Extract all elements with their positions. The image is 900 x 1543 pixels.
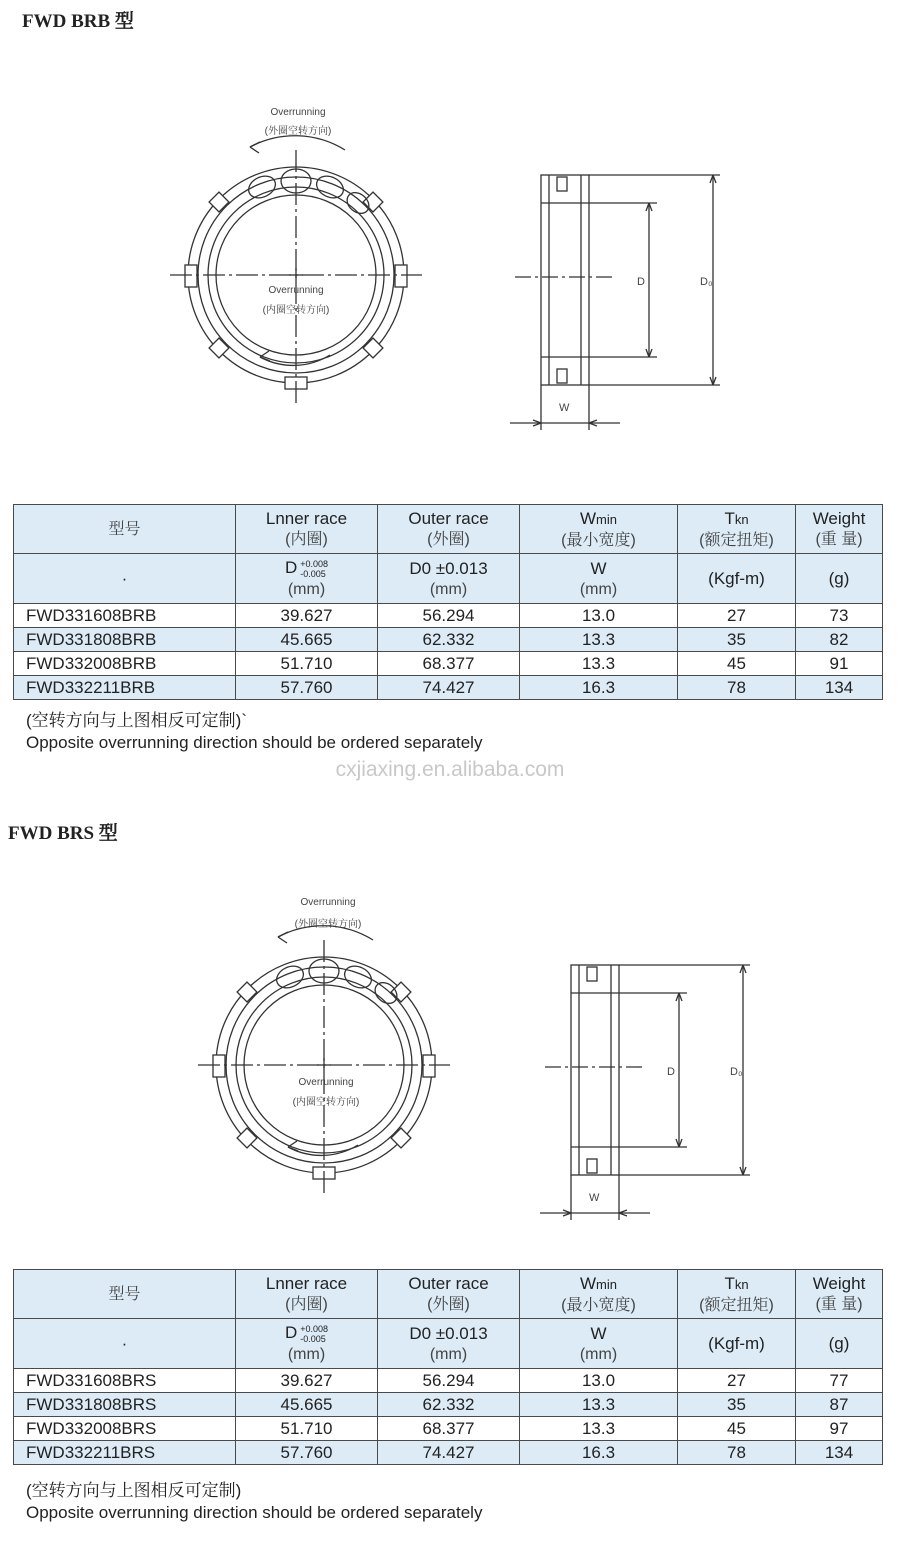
cell-d0: 68.377 [378,652,520,676]
header-wmin: Wmin (最小宽度) [520,1270,678,1319]
cell-w: 13.3 [520,1393,678,1417]
watermark: cxjiaxing.en.alibaba.com [335,758,565,781]
section-title-brs: FWD BRS 型 [8,823,118,844]
unit-model: · [14,554,236,604]
brs-side-view-diagram [535,955,765,1230]
header-model: 型号 [14,1270,236,1319]
cell-tkn: 78 [678,1441,796,1465]
unit-outer: D0 ±0.013 (mm) [378,554,520,604]
cell-tkn: 45 [678,1417,796,1441]
unit-tkn: (Kgf-m) [678,554,796,604]
cell-model: FWD331608BRS [14,1369,236,1393]
cell-weight: 97 [796,1417,883,1441]
cell-weight: 134 [796,676,883,700]
header-model: 型号 [14,505,236,554]
cell-d: 45.665 [236,628,378,652]
cell-d: 57.760 [236,676,378,700]
brb-side-view-svg [505,165,735,440]
cell-tkn: 27 [678,1369,796,1393]
cell-d: 51.710 [236,1417,378,1441]
dim-w-label: W [559,402,570,414]
cell-d0: 74.427 [378,676,520,700]
cell-model: FWD331808BRS [14,1393,236,1417]
dim-d-label: D [667,1066,675,1078]
cell-tkn: 78 [678,676,796,700]
dim-d0-label: D₀ [730,1066,743,1078]
cell-model: FWD332211BRB [14,676,236,700]
cell-w: 16.3 [520,676,678,700]
cell-d: 39.627 [236,604,378,628]
unit-w: W (mm) [520,1319,678,1369]
inner-overrunning-cn-label: (内圈空转方向) [292,1097,360,1108]
cell-model: FWD332211BRS [14,1441,236,1465]
cell-d: 45.665 [236,1393,378,1417]
unit-weight: (g) [796,554,883,604]
header-tkn: Tkn (额定扭矩) [678,1270,796,1319]
outer-overrunning-label: Overrunning [270,107,326,118]
unit-weight: (g) [796,1319,883,1369]
dim-w-label: W [589,1192,600,1204]
cell-d: 51.710 [236,652,378,676]
cell-w: 13.3 [520,1417,678,1441]
brb-front-view-svg [160,95,440,415]
inner-overrunning-cn-label: (内圈空转方向) [262,305,330,316]
dim-d-label: D [637,276,645,288]
header-wmin: Wmin (最小宽度) [520,505,678,554]
inner-overrunning-label: Overrunning [268,285,324,296]
cell-w: 13.3 [520,652,678,676]
brb-front-view-diagram [160,95,440,415]
table-row [14,1393,883,1417]
table-row [14,652,883,676]
cell-weight: 82 [796,628,883,652]
cell-d0: 56.294 [378,604,520,628]
cell-w: 13.0 [520,1369,678,1393]
cell-d0: 68.377 [378,1417,520,1441]
brs-front-view-svg [188,885,468,1205]
table-row [14,1417,883,1441]
table-unit-row [14,554,883,604]
cell-d0: 56.294 [378,1369,520,1393]
table-row [14,1441,883,1465]
cell-w: 13.0 [520,604,678,628]
cell-tkn: 27 [678,604,796,628]
brs-note [26,1480,482,1524]
table-unit-row [14,1319,883,1369]
cell-tkn: 35 [678,1393,796,1417]
cell-weight: 77 [796,1369,883,1393]
brb-note [26,710,482,754]
outer-overrunning-cn-label: (外圈空转方向) [294,919,362,930]
note-en: Opposite overrunning direction should be ordered separately [26,733,483,752]
table-row [14,628,883,652]
header-inner-race: Lnner race (内圈) [236,1270,378,1319]
unit-model: · [14,1319,236,1369]
cell-d0: 62.332 [378,1393,520,1417]
cell-d0: 74.427 [378,1441,520,1465]
table-row [14,1369,883,1393]
brs-front-view-diagram [188,885,468,1205]
cell-w: 16.3 [520,1441,678,1465]
cell-weight: 91 [796,652,883,676]
cell-weight: 87 [796,1393,883,1417]
header-tkn: Tkn (额定扭矩) [678,505,796,554]
header-weight: Weight (重 量) [796,505,883,554]
brs-side-view-svg [535,955,765,1230]
cell-model: FWD332008BRB [14,652,236,676]
brb-side-view-diagram [505,165,735,440]
table-header-row [14,1270,883,1319]
unit-w: W (mm) [520,554,678,604]
table-row [14,604,883,628]
cell-model: FWD331808BRB [14,628,236,652]
header-weight: Weight (重 量) [796,1270,883,1319]
inner-overrunning-label: Overrunning [298,1077,354,1088]
cell-d: 57.760 [236,1441,378,1465]
cell-weight: 134 [796,1441,883,1465]
cell-model: FWD331608BRB [14,604,236,628]
cell-d0: 62.332 [378,628,520,652]
outer-overrunning-cn-label: (外圈空转方向) [264,126,332,137]
header-inner-race: Lnner race (内圈) [236,505,378,554]
outer-overrunning-label: Overrunning [300,897,356,908]
note-cn: (空转方向与上图相反可定制) [26,1481,242,1500]
dim-d0-label: D₀ [700,276,713,288]
unit-outer: D0 ±0.013 (mm) [378,1319,520,1369]
brs-spec-table [13,1269,883,1465]
cell-weight: 73 [796,604,883,628]
cell-tkn: 35 [678,628,796,652]
cell-d: 39.627 [236,1369,378,1393]
unit-inner: D +0.008 -0.005 (mm) [236,554,378,604]
unit-inner: D +0.008 -0.005 (mm) [236,1319,378,1369]
header-outer-race: Outer race (外圈) [378,505,520,554]
brb-spec-table [13,504,883,700]
section-title-brb: FWD BRB 型 [22,11,134,32]
note-en: Opposite overrunning direction should be ordered separately [26,1503,483,1522]
cell-tkn: 45 [678,652,796,676]
unit-tkn: (Kgf-m) [678,1319,796,1369]
cell-w: 13.3 [520,628,678,652]
table-header-row [14,505,883,554]
note-cn: (空转方向与上图相反可定制)` [26,711,247,730]
table-row [14,676,883,700]
header-outer-race: Outer race (外圈) [378,1270,520,1319]
cell-model: FWD332008BRS [14,1417,236,1441]
